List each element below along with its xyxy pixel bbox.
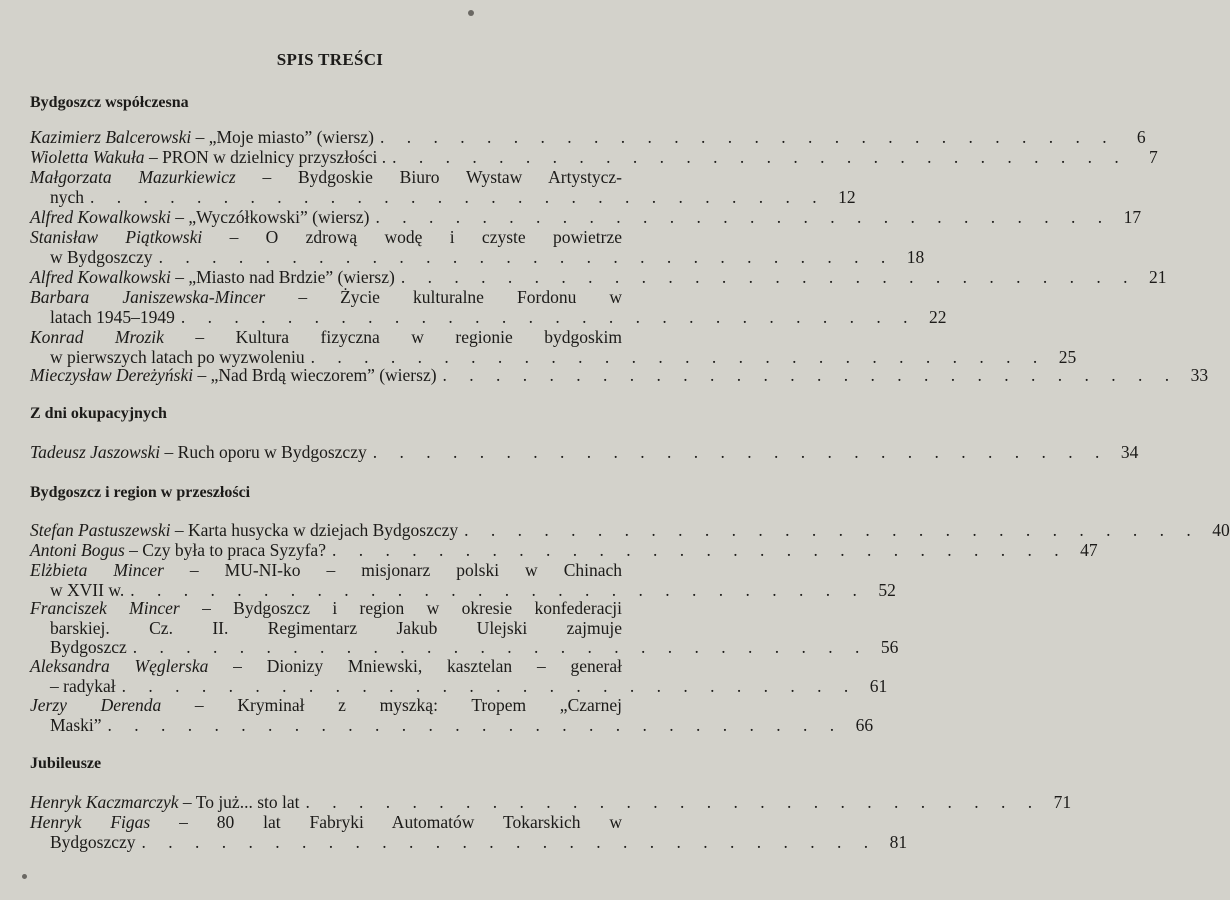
entry-title: – Bydgoskie Biuro Wystaw Artystycz- <box>262 167 622 187</box>
toc-entry[interactable] <box>30 227 925 267</box>
toc-entry[interactable] <box>30 812 908 852</box>
dot-leader: . . . . . . . . . . . . . . . . . . . . . . . . . . . . <box>90 186 826 207</box>
dot-leader: . . . . . . . . . . . . . . . . . . . . . . . . . . . . <box>372 442 1109 462</box>
section-heading: Bydgoszcz i region w przeszłości <box>30 484 251 501</box>
dot-leader: . . . . . . . . . . . . . . . . . . . . . . . . . . . . <box>464 520 1200 540</box>
entry-author: Stanisław Piątkowski <box>30 227 203 247</box>
paper-speck <box>468 10 474 16</box>
toc-entry[interactable] <box>30 442 1139 463</box>
entry-author: Mieczysław Dereżyński <box>30 365 194 385</box>
toc-entry[interactable] <box>30 520 1230 541</box>
section-heading: Bydgoszcz współczesna <box>30 94 189 111</box>
entry-author: Franciszek Mincer <box>30 598 180 618</box>
entry-title-cont: Bydgoszcz <box>50 637 127 657</box>
dot-leader: . . . . . . . . . . . . . . . . . . . . . . . . . . . . <box>400 267 1137 287</box>
entry-author: Henryk Kaczmarczyk <box>30 792 179 812</box>
entry-title-cont: – radykał <box>50 675 116 696</box>
page-number: 22 <box>929 306 947 327</box>
page-number: 61 <box>869 675 888 696</box>
entry-title-cont: Maski” <box>50 714 102 735</box>
entry-author: Stefan Pastuszewski <box>30 520 171 540</box>
dot-leader: . . . . . . . . . . . . . . . . . . . . . . . . . . . . <box>442 365 1179 385</box>
entry-title-cont: w Bydgoszczy <box>50 246 153 267</box>
page-number: 40 <box>1212 520 1230 540</box>
entry-title: – „Moje miasto” (wiersz) <box>195 127 374 147</box>
dot-leader: . . . . . . . . . . . . . . . . . . . . . . . . . . . . <box>331 540 1068 560</box>
toc-entry[interactable] <box>30 267 1167 288</box>
entry-title: – MU-NI-ko – misjonarz polski w Chinach <box>189 560 623 580</box>
page-number: 56 <box>880 637 899 657</box>
entry-title: – Karta husycka w dziejach Bydgoszczy <box>174 520 459 540</box>
entry-title-cont: barskiej. Cz. II. Regimentarz Jakub Ulejski zajmuje <box>50 617 622 638</box>
dot-leader: . . . . . . . . . . . . . . . . . . . . . . . . . . . . <box>132 637 869 657</box>
toc-entry[interactable] <box>30 560 896 600</box>
entry-title: – Ruch oporu w Bydgoszczy <box>164 442 367 462</box>
entry-author: Jerzy Derenda <box>30 695 162 715</box>
entry-title: – To już... sto lat <box>182 792 300 812</box>
entry-title: – „Miasto nad Brdzie” (wiersz) <box>175 267 395 287</box>
entry-title: – Bydgoszcz i region w okresie konfederacji <box>202 598 622 618</box>
entry-author: Barbara Janiszewska-Mincer <box>30 287 266 307</box>
entry-author: Alfred Kowalkowski <box>30 267 171 287</box>
entry-author: Kazimierz Balcerowski <box>30 127 192 147</box>
toc-entry[interactable] <box>30 287 947 327</box>
entry-title: – O zdrową wodę i czyste powietrze <box>229 227 622 247</box>
page-number: 21 <box>1148 267 1167 287</box>
dot-leader: . . . . . . . . . . . . . . . . . . . . . . . . . . . . <box>141 831 878 852</box>
entry-title-cont: latach 1945–1949 <box>50 306 175 327</box>
entry-author: Antoni Bogus <box>30 540 125 560</box>
entry-title-cont: nych <box>50 186 85 207</box>
entry-author: Wioletta Wakuła <box>30 147 145 167</box>
toc-entry[interactable] <box>30 167 856 207</box>
entry-author: Tadeusz Jaszowski <box>30 442 161 462</box>
entry-title-cont: w XVII w. <box>50 579 125 600</box>
entry-title: – 80 lat Fabryki Automatów Tokarskich w <box>179 812 622 832</box>
toc-entry[interactable] <box>30 540 1098 561</box>
entry-author: Henryk Figas <box>30 812 151 832</box>
page-number: 6 <box>1136 127 1146 147</box>
page-number: 34 <box>1120 442 1139 462</box>
entry-title-cont: w pierwszych latach po wyzwoleniu <box>50 346 305 367</box>
toc-entry[interactable] <box>30 127 1146 148</box>
toc-entry[interactable] <box>30 147 1158 168</box>
dot-leader: . . . . . . . . . . . . . . . . . . . . . . . . . . . . <box>158 246 895 267</box>
dot-leader: . . . . . . . . . . . . . . . . . . . . . . . . . . . . <box>130 579 866 600</box>
entry-title: – Kryminał z myszką: Tropem „Czarnej <box>194 695 622 715</box>
page-number: 33 <box>1190 365 1209 385</box>
dot-leader: . . . . . . . . . . . . . . . . . . . . . . . . . . . . <box>392 147 1128 167</box>
toc-entry[interactable] <box>30 365 1209 386</box>
entry-author: Elżbieta Mincer <box>30 560 164 580</box>
dot-leader: . . . . . . . . . . . . . . . . . . . . . . . . . . . . <box>180 306 917 327</box>
entry-title: – Życie kulturalne Fordonu w <box>298 287 623 307</box>
entry-author: Małgorzata Mazurkiewicz <box>30 167 236 187</box>
toc-entry[interactable] <box>30 327 1077 367</box>
page-number: 25 <box>1058 346 1077 367</box>
section-heading: Jubileusze <box>30 755 102 772</box>
toc-entry[interactable] <box>30 695 874 735</box>
dot-leader: . . . . . . . . . . . . . . . . . . . . . . . . . . . . <box>375 207 1112 227</box>
dot-leader: . . . . . . . . . . . . . . . . . . . . . . . . . . . . <box>107 714 844 735</box>
page-number: 47 <box>1080 540 1098 560</box>
toc-entry[interactable] <box>30 792 1072 813</box>
toc-entry[interactable] <box>30 207 1142 228</box>
paper-speck <box>22 874 27 879</box>
entry-author: Aleksandra Węglerska <box>30 656 209 676</box>
entry-author: Alfred Kowalkowski <box>30 207 171 227</box>
page-number: 71 <box>1053 792 1072 812</box>
entry-title: – Kultura fizyczna w regionie bydgoskim <box>195 327 622 347</box>
entry-title: – „Wyczółkowski” (wiersz) <box>175 207 370 227</box>
entry-title: – Czy była to praca Syzyfa? <box>129 540 326 560</box>
entry-title: – PRON w dzielnicy przyszłości . <box>148 147 387 167</box>
dot-leader: . . . . . . . . . . . . . . . . . . . . . . . . . . . . <box>121 675 858 696</box>
page-number: 66 <box>855 714 874 735</box>
entry-author: Konrad Mrozik <box>30 327 164 347</box>
page-number: 18 <box>906 246 925 267</box>
page-number: 7 <box>1149 147 1158 167</box>
entry-title: – „Nad Brdą wieczorem” (wiersz) <box>197 365 437 385</box>
page-number: 81 <box>889 831 908 852</box>
dot-leader: . . . . . . . . . . . . . . . . . . . . . . . . . . . . <box>305 792 1042 812</box>
toc-entry[interactable] <box>30 656 888 696</box>
dot-leader: . . . . . . . . . . . . . . . . . . . . . . . . . . . . <box>310 346 1047 367</box>
dot-leader: . . . . . . . . . . . . . . . . . . . . . . . . . . . . <box>379 127 1116 147</box>
page-number: 17 <box>1123 207 1142 227</box>
page-title: SPIS TREŚCI <box>276 50 384 69</box>
toc-entry[interactable] <box>30 598 899 658</box>
page-number: 52 <box>878 579 896 600</box>
page-number: 12 <box>838 186 856 207</box>
entry-title: – Dionizy Mniewski, kasztelan – generał <box>233 656 622 676</box>
entry-title-cont: Bydgoszczy <box>50 831 136 852</box>
section-heading: Z dni okupacyjnych <box>30 405 167 422</box>
